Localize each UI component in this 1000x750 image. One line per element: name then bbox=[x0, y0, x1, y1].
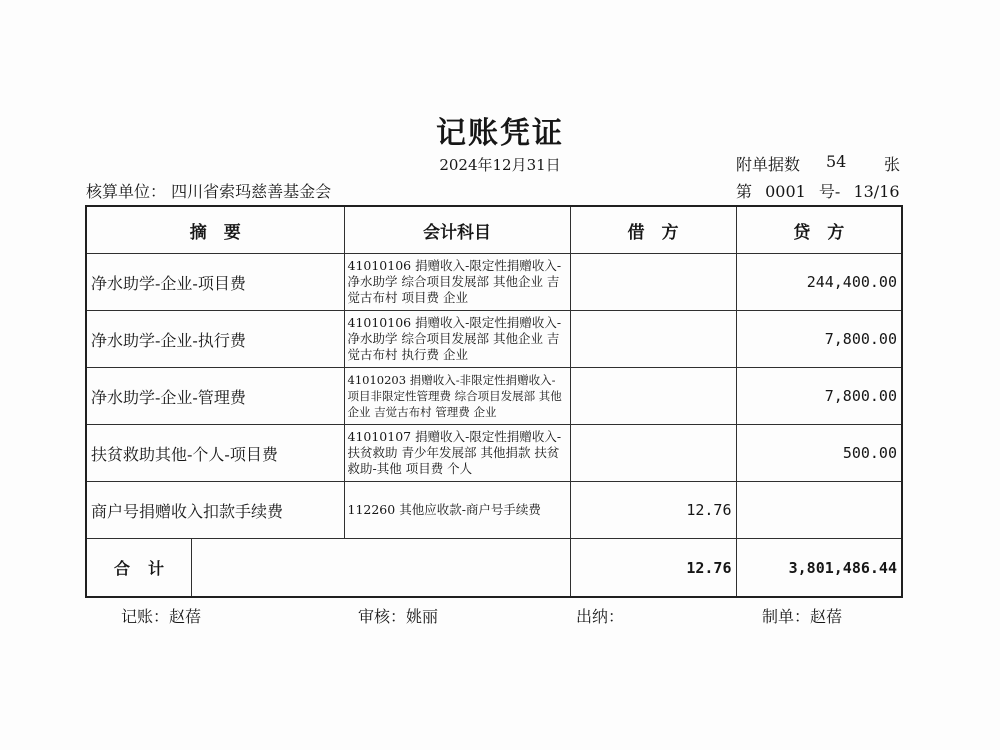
row-credit: 7,800.00 bbox=[736, 311, 902, 368]
header-summary: 摘 要 bbox=[86, 206, 344, 254]
row-summary: 净水助学-企业-项目费 bbox=[86, 254, 344, 311]
row-summary: 扶贫救助其他-个人-项目费 bbox=[86, 425, 344, 482]
row-credit: 244,400.00 bbox=[736, 254, 902, 311]
row-summary: 商户号捐赠收入扣款手续费 bbox=[86, 482, 344, 539]
attachment-number: 54 bbox=[826, 152, 847, 171]
row-account: 41010203 捐赠收入-非限定性捐赠收入-项目非限定性管理费 综合项目发展部 其他企业 吉觉古布村 管理费 企业 bbox=[344, 368, 570, 425]
table-row bbox=[86, 425, 902, 482]
header-row bbox=[86, 206, 902, 254]
row-account: 41010106 捐赠收入-限定性捐赠收入-净水助学 综合项目发展部 其他企业 吉觉古布村 执行费 企业 bbox=[344, 311, 570, 368]
voucher-number bbox=[736, 179, 908, 202]
row-debit bbox=[570, 425, 736, 482]
row-account: 41010106 捐赠收入-限定性捐赠收入-净水助学 综合项目发展部 其他企业 吉觉古布村 项目费 企业 bbox=[344, 254, 570, 311]
row-credit: 500.00 bbox=[736, 425, 902, 482]
row-debit bbox=[570, 368, 736, 425]
table-row bbox=[86, 482, 902, 539]
header-credit: 贷 方 bbox=[736, 206, 902, 254]
row-debit: 12.76 bbox=[570, 482, 736, 539]
header-debit: 借 方 bbox=[570, 206, 736, 254]
row-summary: 净水助学-企业-管理费 bbox=[86, 368, 344, 425]
voucher-prefix: 第 bbox=[736, 182, 753, 201]
total-label: 合计 bbox=[87, 539, 192, 596]
row-debit bbox=[570, 254, 736, 311]
total-credit: 3,801,486.44 bbox=[736, 539, 902, 598]
header-account: 会计科目 bbox=[344, 206, 570, 254]
accounting-unit: 核算单位： 四川省索玛慈善基金会 bbox=[86, 182, 332, 201]
total-spacer bbox=[192, 539, 570, 596]
table-row bbox=[86, 368, 902, 425]
voucher-code: 0001 bbox=[765, 182, 806, 201]
voucher-date: 2024年12月31日 bbox=[439, 156, 561, 174]
table-row bbox=[86, 311, 902, 368]
total-row bbox=[86, 539, 902, 598]
page-title: 记账凭证 bbox=[436, 116, 564, 151]
reviewer-signoff: 审核：姚丽 bbox=[358, 607, 439, 626]
row-debit bbox=[570, 311, 736, 368]
voucher-suffix: 号- bbox=[818, 182, 841, 201]
row-credit: 7,800.00 bbox=[736, 368, 902, 425]
bookkeeper-signoff: 记账：赵蓓 bbox=[121, 607, 202, 626]
total-label-cell bbox=[86, 539, 570, 598]
voucher-page: 13/16 bbox=[853, 182, 900, 201]
table-row bbox=[86, 254, 902, 311]
attachment-count bbox=[736, 152, 901, 175]
row-summary: 净水助学-企业-执行费 bbox=[86, 311, 344, 368]
row-account: 112260 其他应收款-商户号手续费 bbox=[344, 482, 570, 539]
row-account: 41010107 捐赠收入-限定性捐赠收入-扶贫救助 青少年发展部 其他捐款 扶贫救助-其他 项目费 个人 bbox=[344, 425, 570, 482]
cashier-signoff: 出纳： bbox=[576, 607, 625, 626]
voucher-table bbox=[85, 205, 903, 598]
attachment-label: 附单据数 bbox=[736, 155, 801, 174]
total-debit: 12.76 bbox=[570, 539, 736, 598]
preparer-signoff: 制单：赵蓓 bbox=[762, 607, 843, 626]
row-credit bbox=[736, 482, 902, 539]
attachment-unit: 张 bbox=[884, 155, 901, 174]
